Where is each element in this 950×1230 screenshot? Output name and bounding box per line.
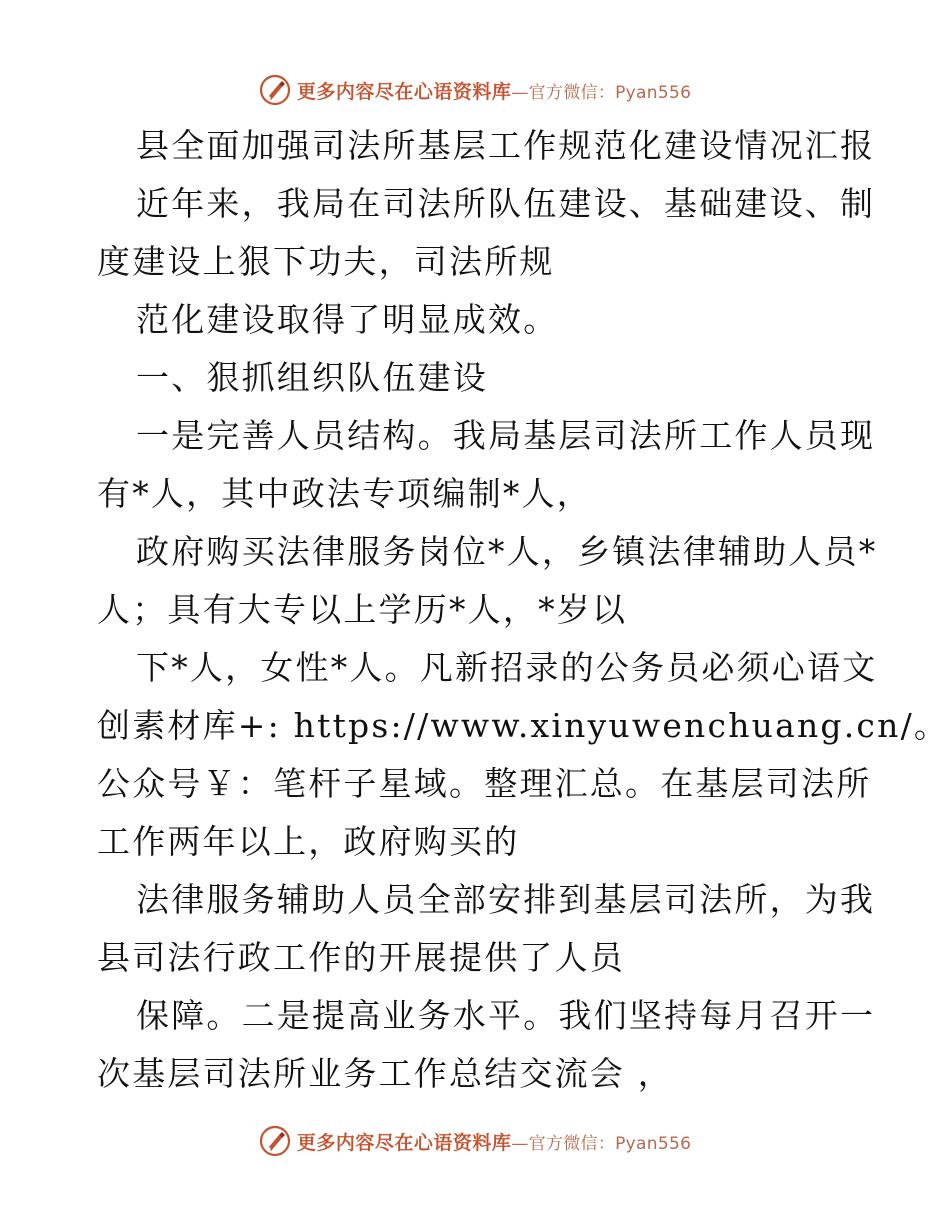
text-line: 一是完善人员结构。我局基层司法所工作人员现	[136, 416, 876, 455]
text-line: 工作两年以上，政府购买的	[97, 822, 520, 861]
text-line: 下*人，女性*人。凡新招录的公务员必须心语文	[136, 648, 878, 687]
text-line: 近年来，我局在司法所队伍建设、基础建设、制	[136, 184, 876, 223]
text-line: 创素材库+: https://www.xinyuwenchuang.cn/。	[97, 706, 950, 745]
text-line: 次基层司法所业务工作总结交流会 ，	[97, 1054, 673, 1093]
text-line: 保障。二是提高业务水平。我们坚持每月召开一	[136, 996, 876, 1035]
text-line: 范化建设取得了明显成效。	[136, 300, 559, 339]
watermark-side-text: —官方微信：Pyan556	[511, 82, 692, 103]
text-line: 有*人，其中政法专项编制*人，	[97, 474, 592, 513]
watermark-main-text: 更多内容尽在心语资料库	[296, 80, 512, 103]
document-title: 县全面加强司法所基层工作规范化建设情况汇报	[136, 126, 876, 165]
text-line: 度建设上狠下功夫，司法所规	[97, 242, 555, 281]
text-line: 公众号￥：笔杆子星域。整理汇总。在基层司法所	[97, 764, 872, 803]
watermark-footer	[0, 1121, 950, 1161]
text-line: 政府购买法律服务岗位*人，乡镇法律辅助人员*	[136, 532, 878, 571]
section-heading: 一、狠抓组织队伍建设	[136, 358, 488, 397]
text-line: 人；具有大专以上学历*人，*岁以	[97, 590, 628, 629]
watermark-header	[0, 70, 950, 110]
text-line: 法律服务辅助人员全部安排到基层司法所，为我	[136, 880, 876, 919]
watermark-side-text: —官方微信：Pyan556	[511, 1133, 692, 1154]
pen-logo-icon	[259, 74, 291, 106]
watermark-main-text: 更多内容尽在心语资料库	[296, 1131, 512, 1154]
pen-logo-icon	[259, 1125, 291, 1157]
text-line: 县司法行政工作的开展提供了人员	[97, 938, 625, 977]
